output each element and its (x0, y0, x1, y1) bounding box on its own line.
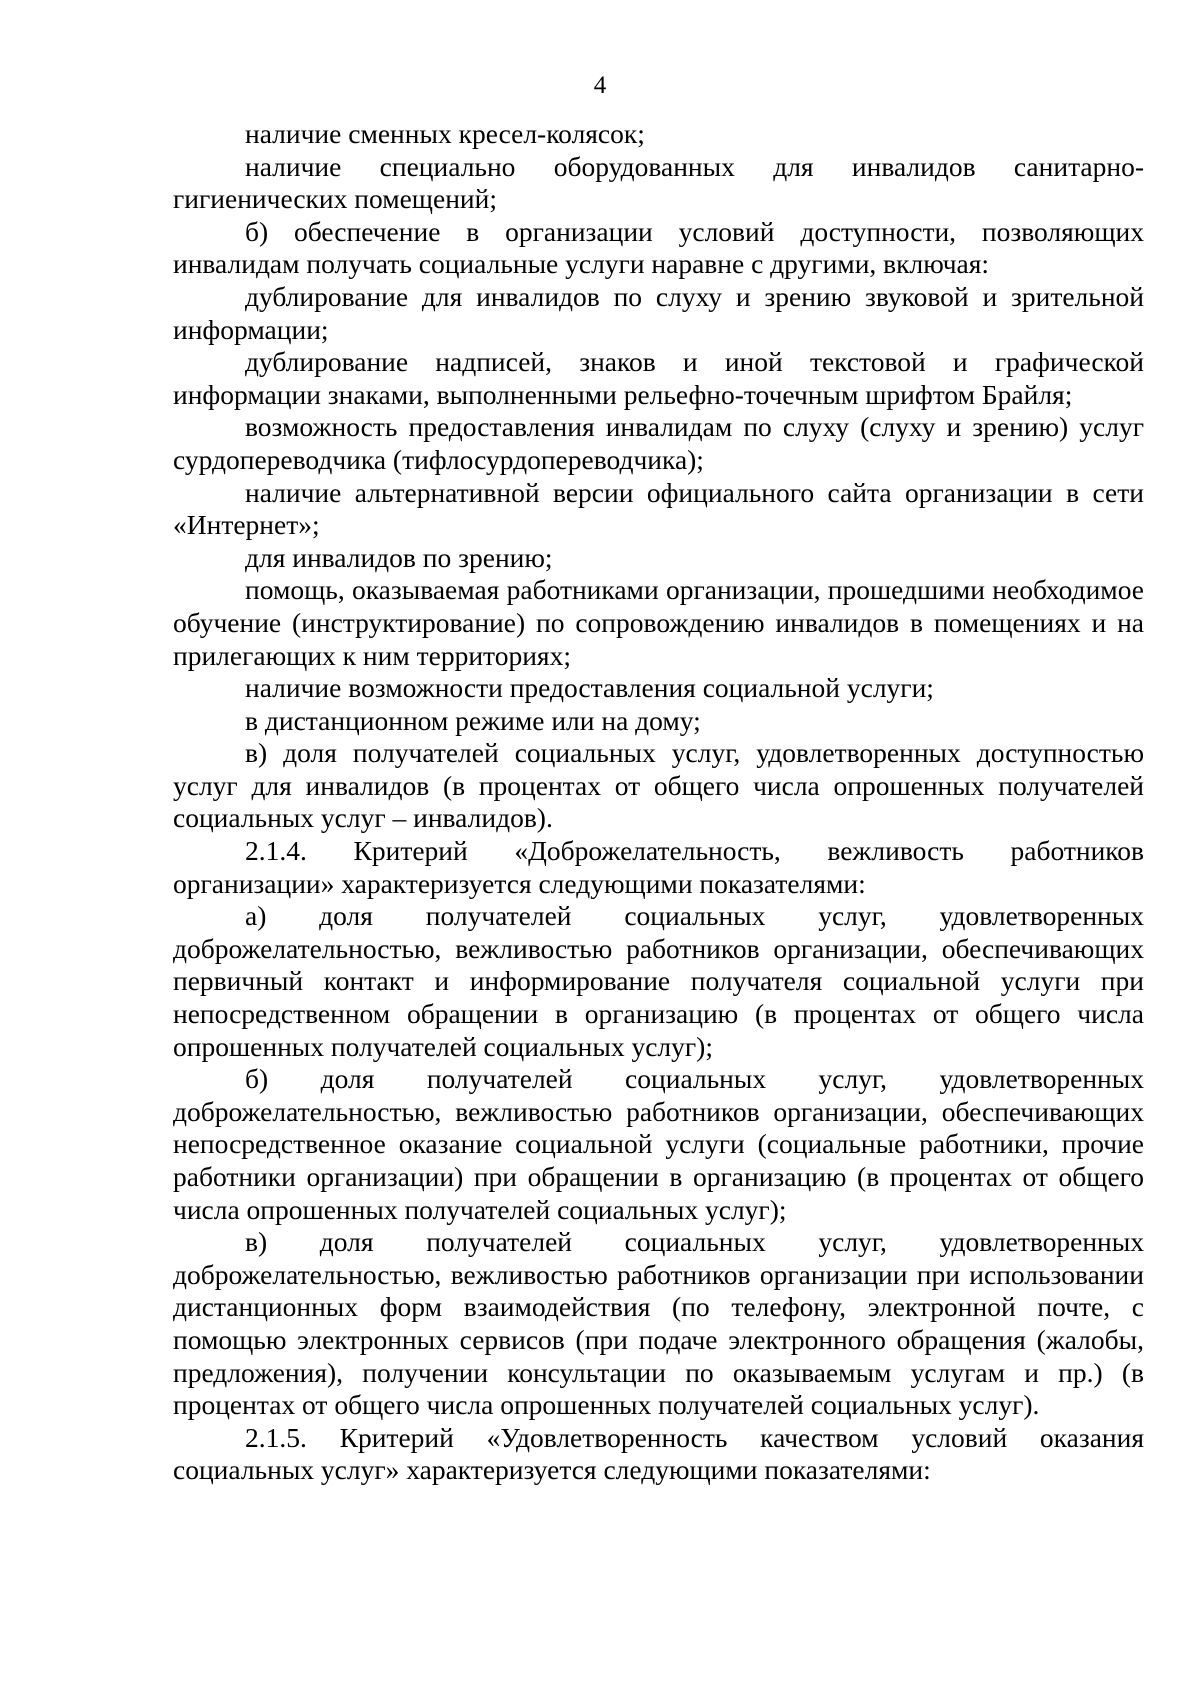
paragraph: в) доля получателей социальных услуг, удовлетворенных доступностью услуг для инвалидов (в процентах от общего числа опрошенных получателей социальных услуг – инвалидов). (173, 737, 1144, 834)
paragraph: наличие сменных кресел-колясок; (245, 118, 645, 149)
paragraph: помощь, оказываемая работниками организации, прошедшими необходимое обучение (инструктирование) по сопровождению инвалидов в помещениях и на прилегающих к ним территориях; (173, 574, 1144, 671)
paragraph: в дистанционном режиме или на дому; (245, 704, 701, 736)
paragraph: наличие альтернативной версии официального сайта организации в сети «Интернет»; (173, 476, 1144, 541)
paragraph: 2.1.4. Критерий «Доброжелательность, вежливость работников организации» характеризуется следующими показателями: (173, 835, 1144, 899)
paragraph: наличие возможности предоставления социальной услуги; (245, 672, 934, 704)
paragraph: в) доля получателей социальных услуг, удовлетворенных доброжелательностью, вежливостью работников организации при использовании дистанционных форм взаимодействия (по телефону, электронной почте, с помощью электронных сервисов (при подаче электронного обращения (жалобы, предложения), получении консультации по оказываемым услугам и пр.) (в процентах от общего числа опрошенных получателей социальных услуг). (173, 1226, 1144, 1421)
paragraph: дублирование надписей, знаков и иной текстовой и графической информации знаками, выполненными рельефно-точечным шрифтом Брайля; (173, 346, 1144, 410)
paragraph: б) доля получателей социальных услуг, удовлетворенных доброжелательностью, вежливостью работников организации, обеспечивающих непосредственное оказание социальной услуги (социальные работники, прочие работники организации) при обращении в организацию (в процентах от общего числа опрошенных получателей социальных услуг); (173, 1063, 1144, 1225)
document-body (173, 118, 1144, 1487)
paragraph: наличие специально оборудованных для инвалидов санитарно-гигиенических помещений; (173, 150, 1144, 215)
paragraph: дублирование для инвалидов по слуху и зрению звуковой и зрительной информации; (173, 280, 1144, 345)
paragraph: 2.1.5. Критерий «Удовлетворенность качеством условий оказания социальных услуг» характеризуется следующими показателями: (173, 1421, 1144, 1486)
paragraph: а) доля получателей социальных услуг, удовлетворенных доброжелательностью, вежливостью работников организации, обеспечивающих первичный контакт и информирование получателя социальной услуги при непосредственном обращении в организацию (в процентах от общего числа опрошенных получателей социальных услуг); (173, 900, 1144, 1062)
page-number: 4 (593, 72, 607, 99)
paragraph: для инвалидов по зрению; (245, 541, 553, 573)
paragraph: б) обеспечение в организации условий доступности, позволяющих инвалидам получать социальные услуги наравне с другими, включая: (173, 215, 1144, 280)
paragraph: возможность предоставления инвалидам по слуху (слуху и зрению) услуг сурдопереводчика (тифлосурдопереводчика); (173, 411, 1144, 475)
